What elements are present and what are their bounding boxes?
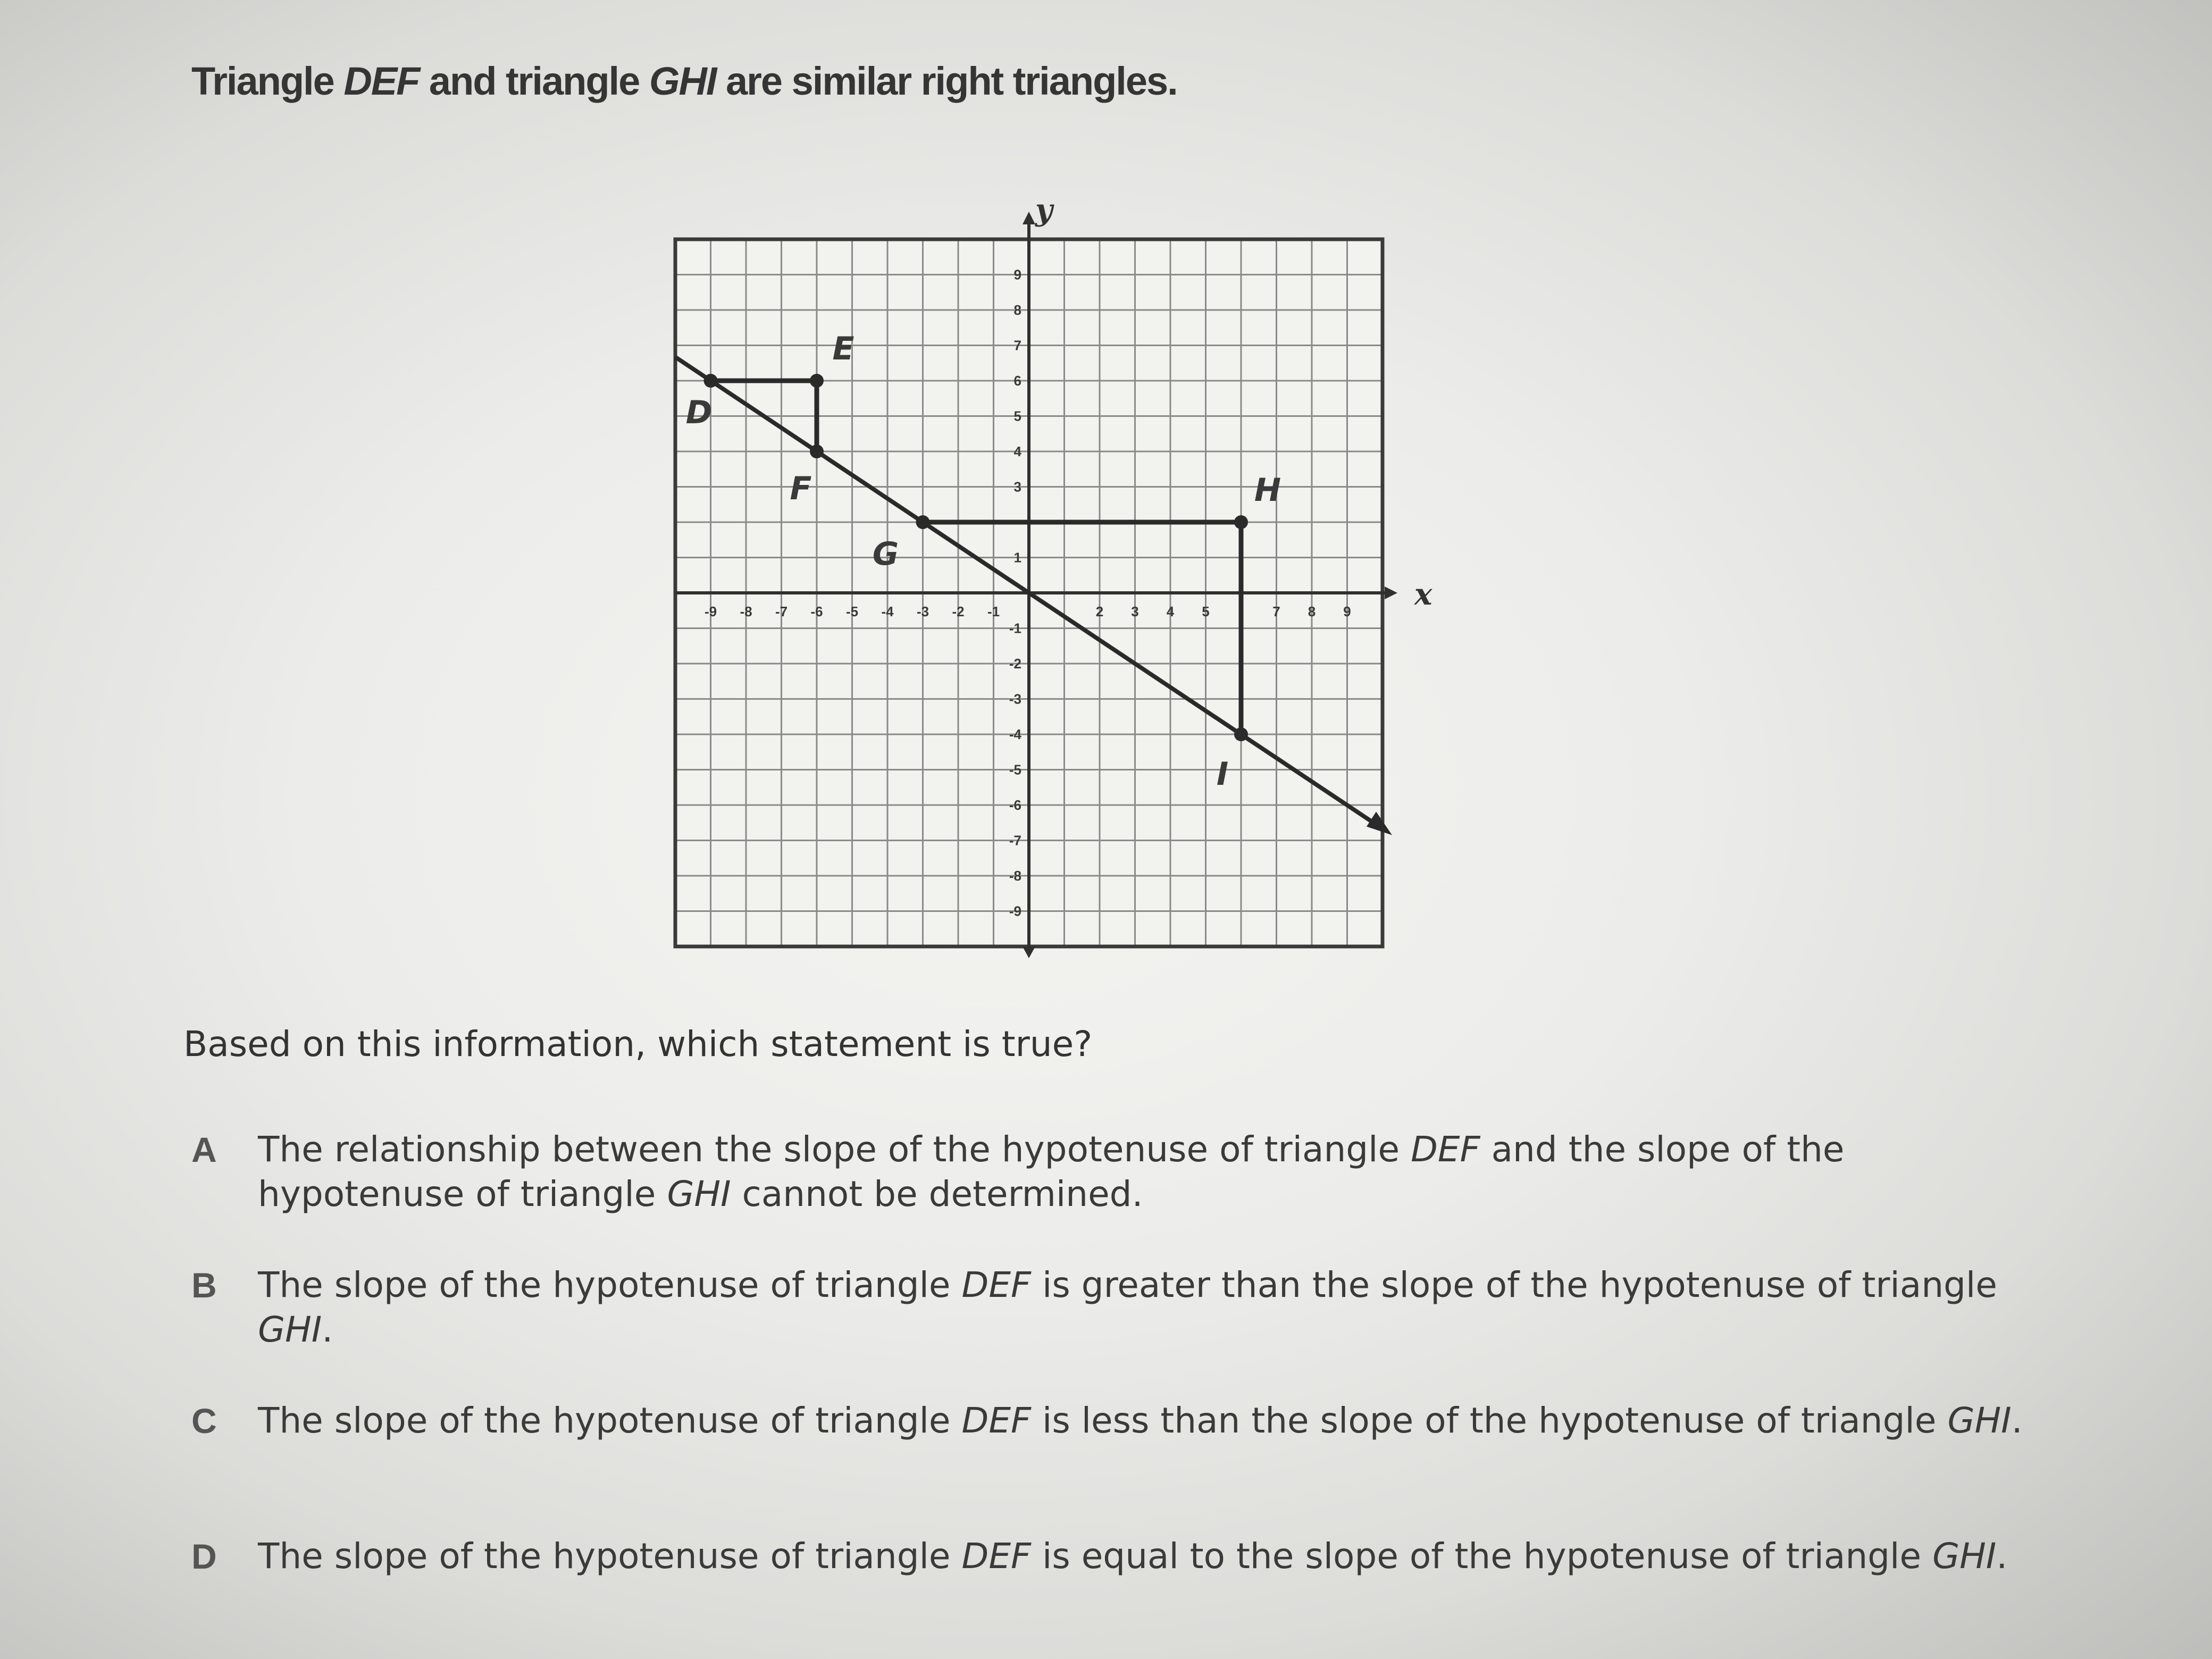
choice-text: The slope of the hypotenuse of triangle DEF is greater than the slope of the hypotenuse of triangle GHI. bbox=[258, 1264, 1997, 1350]
vertex-label-e: E bbox=[832, 330, 854, 367]
x-tick-label: 9 bbox=[1343, 604, 1351, 619]
answer-choice-b[interactable] bbox=[191, 1263, 2042, 1352]
y-tick-label: 3 bbox=[1013, 479, 1021, 495]
y-tick-label: 1 bbox=[1013, 549, 1021, 566]
vertex-label-f: F bbox=[790, 470, 812, 507]
choice-letter: B bbox=[191, 1266, 217, 1305]
stem-text: and triangle bbox=[419, 59, 649, 103]
vertex-h bbox=[1234, 515, 1248, 529]
x-tick-label: 7 bbox=[1272, 604, 1280, 619]
y-tick-label: -3 bbox=[1009, 691, 1021, 707]
y-tick-label: -1 bbox=[1009, 620, 1021, 636]
y-tick-label: -8 bbox=[1009, 868, 1021, 884]
y-tick-label: -9 bbox=[1009, 903, 1021, 919]
x-tick-label: 3 bbox=[1131, 604, 1139, 619]
x-tick-label: -4 bbox=[881, 604, 894, 619]
y-axis-arrow bbox=[1023, 212, 1035, 224]
x-tick-label: -5 bbox=[845, 604, 859, 619]
y-tick-label: 8 bbox=[1013, 302, 1021, 318]
vertex-label-d: D bbox=[685, 394, 713, 431]
y-tick-label: 9 bbox=[1013, 266, 1021, 283]
y-tick-label: -5 bbox=[1009, 761, 1021, 778]
x-tick-label: -7 bbox=[775, 604, 788, 619]
question-stem bbox=[191, 58, 1177, 104]
vertex-i bbox=[1234, 727, 1248, 741]
coordinate-plane bbox=[638, 170, 1446, 968]
y-tick-label: 4 bbox=[1013, 443, 1021, 459]
x-tick-label: 4 bbox=[1166, 604, 1175, 619]
vertex-label-g: G bbox=[872, 535, 899, 573]
y-tick-label: -7 bbox=[1009, 832, 1021, 849]
choice-text: The slope of the hypotenuse of triangle DEF is equal to the slope of the hypotenuse of triangle GHI. bbox=[258, 1536, 2008, 1577]
choice-letter: A bbox=[191, 1130, 217, 1169]
stem-triangle-ghi: GHI bbox=[649, 59, 716, 103]
y-axis-label: y bbox=[1035, 192, 1053, 228]
x-tick-label: -6 bbox=[810, 604, 823, 619]
stem-text: Triangle bbox=[191, 59, 344, 103]
y-tick-label: 7 bbox=[1013, 337, 1021, 354]
choice-text: The relationship between the slope of the hypotenuse of triangle DEF and the slope of the hypotenuse of triangle GHI cannot be determined. bbox=[258, 1129, 1845, 1214]
x-tick-label: 8 bbox=[1308, 604, 1316, 619]
answer-choice-a[interactable] bbox=[191, 1127, 2042, 1217]
choice-letter: D bbox=[191, 1537, 217, 1576]
vertex-label-i: I bbox=[1216, 756, 1229, 793]
vertex-g bbox=[916, 515, 930, 529]
y-tick-label: -6 bbox=[1009, 797, 1021, 813]
stem-triangle-def: DEF bbox=[343, 59, 420, 103]
x-axis-arrow bbox=[1385, 586, 1397, 599]
x-axis-label: x bbox=[1414, 577, 1432, 612]
y-axis-arrow-down bbox=[1023, 946, 1035, 958]
x-tick-label: -3 bbox=[916, 604, 929, 619]
x-tick-label: -9 bbox=[704, 604, 717, 619]
choice-letter: C bbox=[191, 1401, 217, 1440]
y-tick-label: 6 bbox=[1013, 373, 1021, 389]
answer-choice-c[interactable] bbox=[191, 1398, 2042, 1443]
stem-text: are similar right triangles. bbox=[716, 59, 1177, 103]
x-tick-label: -8 bbox=[740, 604, 752, 619]
question-prompt: Based on this information, which statement is true? bbox=[183, 1024, 1093, 1065]
answer-choice-d[interactable] bbox=[191, 1534, 2042, 1579]
x-tick-label: 5 bbox=[1202, 604, 1210, 619]
coordinate-graph bbox=[638, 170, 1446, 968]
choice-text: The slope of the hypotenuse of triangle DEF is less than the slope of the hypotenuse of triangle GHI. bbox=[258, 1400, 2023, 1441]
x-tick-label: 2 bbox=[1095, 604, 1104, 619]
y-tick-label: 5 bbox=[1013, 408, 1021, 424]
y-tick-label: -4 bbox=[1009, 726, 1021, 742]
x-tick-label: -1 bbox=[987, 604, 1000, 619]
vertex-e bbox=[810, 374, 824, 388]
vertex-f bbox=[810, 445, 824, 458]
y-tick-label: -2 bbox=[1009, 656, 1021, 672]
vertex-label-h: H bbox=[1254, 472, 1281, 509]
vertex-d bbox=[704, 374, 718, 388]
x-tick-label: -2 bbox=[952, 604, 965, 619]
